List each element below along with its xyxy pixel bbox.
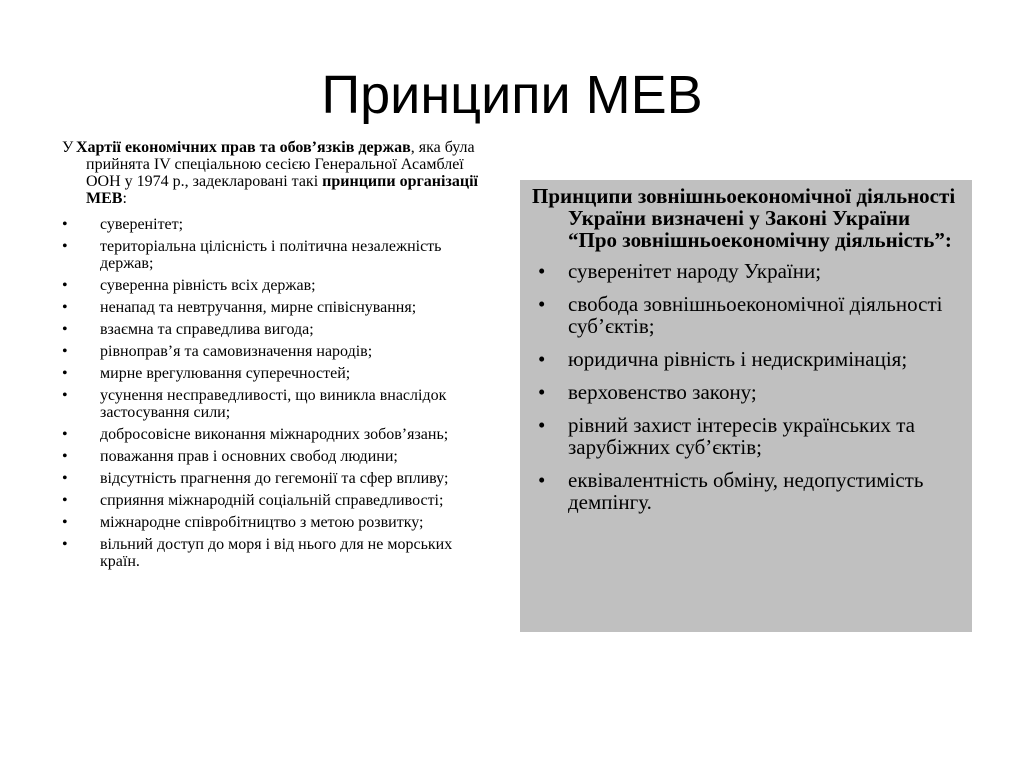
list-item: • свобода зовнішньоекономічної діяльності суб’єктів; (532, 293, 958, 337)
slide-title: Принципи МЕВ (321, 65, 703, 125)
list-item: • добросовісне виконання міжнародних зобов’язань; (62, 426, 482, 443)
list-item: • взаємна та справедлива вигода; (62, 321, 482, 338)
charter-name: Хартії економічних прав та обов’язків держав (76, 139, 411, 156)
list-item: • рівноправ’я та самовизначення народів; (62, 343, 482, 360)
list-item: • мирне врегулювання суперечностей; (62, 365, 482, 382)
list-item: • еквівалентність обміну, недопустимість демпінгу. (532, 469, 958, 513)
list-item: • юридична рівність і недискримінація; (532, 348, 958, 370)
principles-term: принципи організації МЕВ (86, 173, 478, 207)
list-item: • усунення несправедливості, що виникла внаслідок застосування сили; (62, 387, 482, 421)
intro-text-2: : (122, 190, 127, 207)
charter-principles-list (62, 216, 482, 570)
list-item: • верховенство закону; (532, 381, 958, 403)
list-item: • суверенітет народу України; (532, 260, 958, 282)
list-item: • територіальна цілісність і політична незалежність держав; (62, 238, 482, 272)
list-item: • відсутність прагнення до гегемонії та сфер впливу; (62, 470, 482, 487)
list-item: • сприяння міжнародній соціальній справедливості; (62, 492, 482, 509)
intro-prefix: У (62, 139, 74, 156)
list-item: • ненапад та невтручання, мирне співіснування; (62, 299, 482, 316)
ukraine-principles-panel (520, 180, 972, 632)
charter-principles-column (62, 139, 482, 575)
list-item: • міжнародне співробітництво з метою розвитку; (62, 514, 482, 531)
list-item: • поважання прав і основних свобод людини; (62, 448, 482, 465)
charter-intro (62, 139, 482, 207)
list-item: • суверенітет; (62, 216, 482, 233)
intro-text-1: , яка була прийнята IV спеціальною сесією Генеральної Асамблеї ООН у 1974 р., задекларовані такі (86, 139, 475, 190)
ukraine-principles-list (532, 260, 958, 513)
ukraine-principles-heading: Принципи зовнішньоекономічної діяльності України визначені у Законі України “Про зовнішньоекономічну діяльність”: (532, 184, 956, 252)
list-item: • суверенна рівність всіх держав; (62, 277, 482, 294)
list-item: • вільний доступ до моря і від нього для не морських країн. (62, 536, 482, 570)
list-item: • рівний захист інтересів українських та зарубіжних суб’єктів; (532, 414, 958, 458)
